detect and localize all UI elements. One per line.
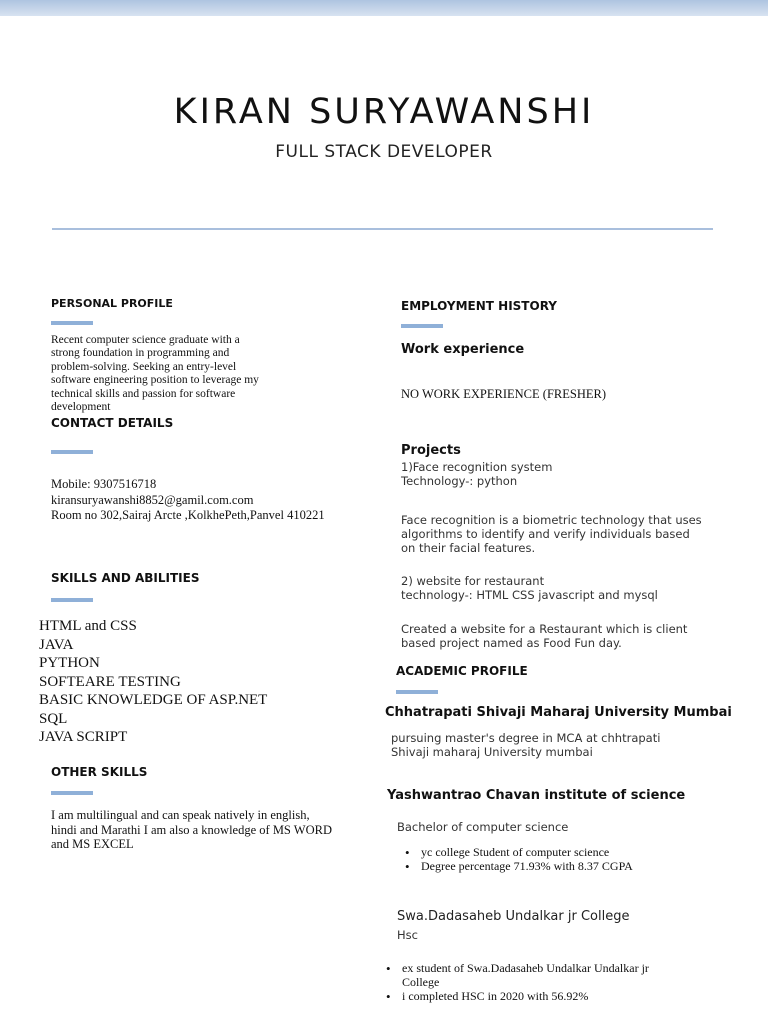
ycis-name: Yashwantrao Chavan institute of science	[387, 788, 686, 803]
top-accent-bar	[0, 0, 768, 16]
skill-item: HTML and CSS	[39, 618, 137, 634]
projects-heading: Projects	[401, 443, 461, 458]
skills-heading: SKILLS AND ABILITIES	[51, 571, 200, 585]
header-divider	[52, 228, 713, 230]
contact-accent	[51, 450, 93, 454]
personal-profile-heading: PERSONAL PROFILE	[51, 297, 173, 310]
personal-profile-accent	[51, 321, 93, 325]
personal-profile-text: Recent computer science graduate with a strong foundation in programming and problem-solving. Seeking an entry-level software engineering position to leverage my technical skills and passion for software development	[51, 334, 259, 414]
academic-heading: ACADEMIC PROFILE	[396, 664, 528, 678]
work-experience-heading: Work experience	[401, 342, 525, 357]
skill-item: SOFTEARE TESTING	[39, 673, 181, 690]
skill-item: PYTHON	[39, 655, 100, 671]
employment-heading: EMPLOYMENT HISTORY	[401, 299, 557, 313]
jr-college-name: Swa.Dadasaheb Undalkar jr College	[397, 909, 630, 924]
other-skills-text: I am multilingual and can speak natively in english, hindi and Marathi I am also a knowledge of MS WORD and MS EXCEL	[51, 808, 332, 851]
candidate-name: KIRAN SURYAWANSHI	[173, 92, 595, 132]
university-description: pursuing master's degree in MCA at chhtrapati Shivaji maharaj University mumbai	[391, 731, 661, 759]
list-item: • yc college Student of computer science	[399, 845, 633, 859]
university-name: Chhatrapati Shivaji Maharaj University Mumbai	[385, 705, 732, 720]
other-skills-heading: OTHER SKILLS	[51, 765, 148, 779]
candidate-role: FULL STACK DEVELOPER	[275, 142, 493, 162]
contact-address: Room no 302,Sairaj Arcte ,KolkhePeth,Panvel 410221	[51, 508, 325, 522]
list-item: • Degree percentage 71.93% with 8.37 CGPA	[399, 859, 633, 873]
ycis-bullets	[399, 845, 633, 873]
employment-accent	[401, 324, 443, 328]
skill-item: SQL	[39, 710, 68, 727]
contact-mobile: Mobile: 9307516718	[51, 477, 157, 491]
skills-list	[39, 617, 267, 747]
contact-email: kiransuryawanshi8852@gamil.com.com	[51, 492, 254, 507]
contact-heading: CONTACT DETAILS	[51, 416, 174, 430]
project-1-tech: Technology-: python	[401, 474, 518, 488]
project-1-header	[401, 460, 552, 488]
skills-accent	[51, 598, 93, 602]
project-2-header	[401, 574, 658, 602]
jr-college-level: Hsc	[397, 928, 418, 942]
other-skills-accent	[51, 791, 93, 795]
contact-details	[51, 477, 325, 524]
ycis-degree: Bachelor of computer science	[397, 820, 569, 834]
project-2-tech: technology-: HTML CSS javascript and mysql	[401, 588, 658, 602]
project-2-title: 2) website for restaurant	[401, 574, 545, 588]
jr-college-bullets	[380, 961, 649, 1003]
academic-accent	[396, 690, 438, 694]
skill-item: JAVA SCRIPT	[39, 729, 128, 745]
project-1-title: 1)Face recognition system	[401, 460, 553, 474]
skill-item: BASIC KNOWLEDGE OF ASP.NET	[39, 692, 268, 708]
list-item: • ex student of Swa.Dadasaheb Undalkar Undalkar jr College	[380, 961, 649, 989]
project-1-description: Face recognition is a biometric technology that uses algorithms to identify and verify individuals based on their facial features.	[401, 513, 702, 555]
list-item: • i completed HSC in 2020 with 56.92%	[380, 989, 649, 1003]
project-2-description: Created a website for a Restaurant which is client based project named as Food Fun day.	[401, 622, 688, 650]
work-experience-text: NO WORK EXPERIENCE (FRESHER)	[401, 387, 606, 401]
skill-item: JAVA	[39, 636, 74, 653]
